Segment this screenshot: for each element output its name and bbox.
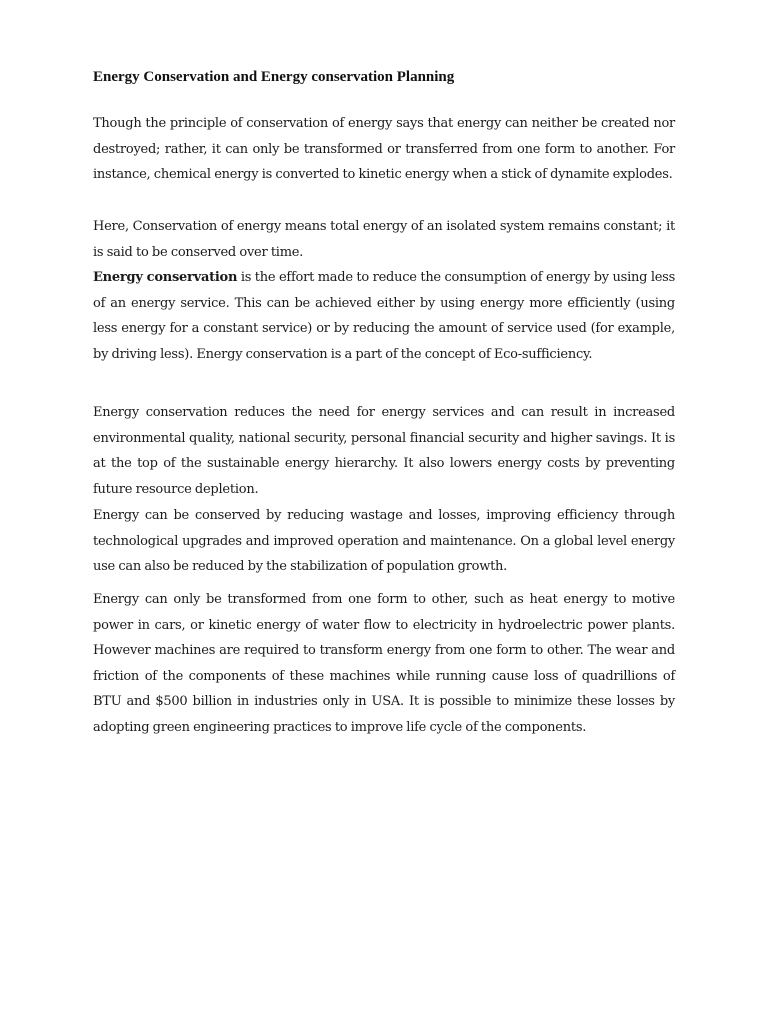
paragraph-isolated-system: Here, Conservation of energy means total energy of an isolated system remains constant; it is said to be conserved over time. xyxy=(93,219,675,260)
paragraph-energy-conservation-definition xyxy=(93,265,675,367)
energy-conservation-term: Energy conservation xyxy=(93,270,238,285)
paragraph-benefits: Energy conservation reduces the need for energy services and can result in increased environmental quality, national security, personal financial security and higher savings. It is at the top of the sustainable energy hierarchy. It also lowers energy costs by preventing future resource depletion. xyxy=(93,405,675,497)
document-title: Energy Conservation and Energy conservation Planning xyxy=(93,69,455,85)
energy-conservation-definition-text: is the effort made to reduce the consumption of energy by using less of an energy service. This can be achieved either by using energy more efficiently (using less energy for a constant service) or by reducing the amount of service used (for example, by driving less). Energy conservation is a part of the concept of Eco-sufficiency. xyxy=(93,270,676,362)
paragraph-conservation-methods: Energy can be conserved by reducing wastage and losses, improving efficiency through technological upgrades and improved operation and maintenance. On a global level energy use can also be reduced by the stabilization of population growth. xyxy=(93,508,675,575)
paragraph-conservation-principle: Though the principle of conservation of energy says that energy can neither be created nor destroyed; rather, it can only be transformed or transferred from one form to another. For instance, chemical energy is converted to kinetic energy when a stick of dynamite explodes. xyxy=(93,116,675,183)
paragraph-energy-transformation: Energy can only be transformed from one form to other, such as heat energy to motive power in cars, or kinetic energy of water flow to electricity in hydroelectric power plants. However machines are required to transform energy from one form to other. The wear and friction of the components of these machines while running cause loss of quadrillions of BTU and $500 billion in industries only in USA. It is possible to minimize these losses by adopting green engineering practices to improve life cycle of the components. xyxy=(93,592,675,735)
